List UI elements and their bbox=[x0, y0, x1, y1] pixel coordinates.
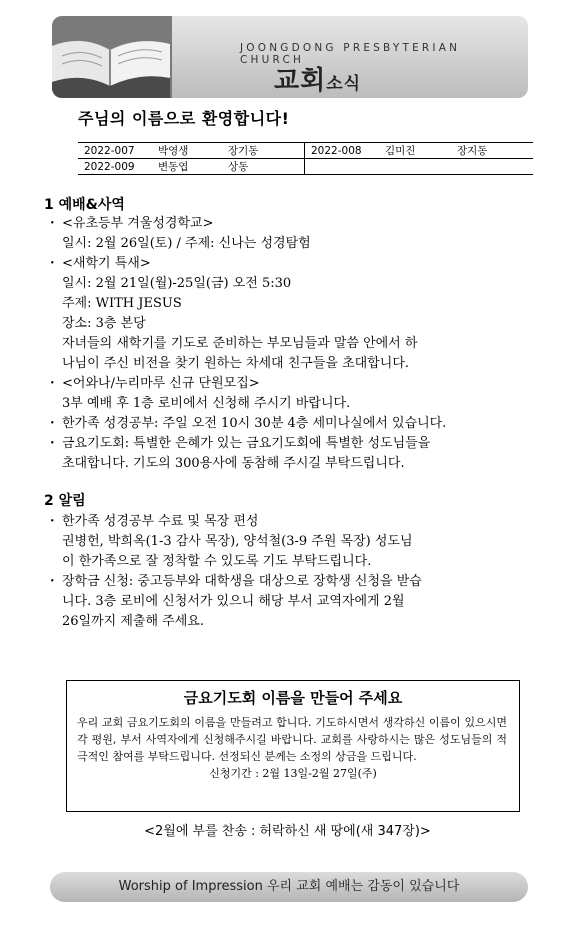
visitor-table bbox=[78, 142, 533, 175]
item-line: 일시: 2월 21일(월)-25일(금) 오전 5:30 bbox=[62, 276, 292, 291]
list-item bbox=[48, 434, 518, 474]
item-line: 권병헌, 박희옥(1-3 감사 목장), 양석철(3-9 주원 목장) 성도님 bbox=[62, 534, 413, 549]
list-item bbox=[48, 512, 518, 572]
visitor-cell: 상동 bbox=[222, 159, 305, 175]
table-row bbox=[78, 143, 533, 159]
visitor-cell bbox=[379, 159, 451, 175]
item-line: 한가족 성경공부: 주일 오전 10시 30분 4층 세미나실에서 있습니다. bbox=[62, 416, 447, 431]
notice-body: 우리 교회 금요기도회의 이름을 만들려고 합니다. 기도하시면서 생각하신 이름이 있으시면 각 평원, 부서 사역자에게 신청해주시길 바랍니다. 교회를 사랑하시는 많은 성도님들의 적극적인 참여를 부탁드립니다. 선정되신 분께는 소정의 상금을 드립니다. bbox=[77, 716, 507, 763]
list-item bbox=[48, 414, 518, 434]
item-line: 나님이 주신 비전을 찾기 원하는 차세대 친구들을 초대합니다. bbox=[62, 356, 410, 371]
visitor-cell: 장지동 bbox=[451, 143, 533, 159]
item-line: 자녀들의 새학기를 기도로 준비하는 부모님들과 말씀 안에서 하 bbox=[62, 336, 418, 351]
bullet: · bbox=[50, 436, 55, 451]
table-row bbox=[78, 159, 533, 175]
church-name: JOONGDONG PRESBYTERIAN CHURCH bbox=[240, 42, 461, 66]
section-title-notices: 2 알림 bbox=[44, 493, 86, 509]
item-line: 장소: 3층 본당 bbox=[62, 316, 146, 331]
notice-title: 금요기도회 이름을 만들어 주세요 bbox=[183, 689, 403, 707]
item-line: 초대합니다. 기도의 300용사에 동참해 주시길 부탁드립니다. bbox=[62, 456, 405, 471]
section-notices-content bbox=[48, 512, 518, 632]
bullet: · bbox=[50, 376, 55, 391]
item-line: <어와나/누리마루 신규 단원모집> bbox=[62, 376, 260, 391]
section-title-worship: 1 예배&사역 bbox=[44, 197, 125, 213]
visitor-cell: 2022-007 bbox=[78, 143, 152, 159]
page-title bbox=[274, 60, 361, 97]
visitor-cell bbox=[451, 159, 533, 175]
visitor-cell: 변동엽 bbox=[152, 159, 222, 175]
visitor-cell bbox=[305, 159, 380, 175]
section-worship-content bbox=[48, 214, 518, 474]
footer-banner: Worship of Impression 우리 교회 예배는 감동이 있습니다 bbox=[50, 872, 528, 902]
bullet: · bbox=[50, 216, 55, 231]
welcome-heading: 주님의 이름으로 환영합니다! bbox=[78, 109, 290, 128]
bullet: · bbox=[50, 416, 55, 431]
naming-notice-box bbox=[66, 680, 520, 812]
item-line: 주제: WITH JESUS bbox=[62, 296, 182, 311]
list-item bbox=[48, 374, 518, 414]
visitor-cell: 장기동 bbox=[222, 143, 305, 159]
list-item bbox=[48, 214, 518, 254]
visitor-cell: 박영생 bbox=[152, 143, 222, 159]
item-line: 장학금 신청: 중고등부와 대학생을 대상으로 장학생 신청을 받습 bbox=[62, 574, 422, 589]
item-line: 한가족 성경공부 수료 및 목장 편성 bbox=[62, 514, 259, 529]
bullet: · bbox=[50, 256, 55, 271]
item-line: <새학기 특새> bbox=[62, 256, 151, 271]
notice-period: 신청기간 : 2월 13일-2월 27일(주) bbox=[209, 767, 377, 780]
visitor-cell: 2022-008 bbox=[305, 143, 380, 159]
title-sub: 소식 bbox=[326, 74, 362, 94]
item-line: 이 한가족으로 잘 정착할 수 있도록 기도 부탁드립니다. bbox=[62, 554, 372, 569]
header-banner bbox=[52, 16, 528, 98]
bullet: · bbox=[50, 514, 55, 529]
visitor-cell: 2022-009 bbox=[78, 159, 152, 175]
bullet: · bbox=[50, 574, 55, 589]
visitor-cell: 김미진 bbox=[379, 143, 451, 159]
item-line: 금요기도회: 특별한 은혜가 있는 금요기도회에 특별한 성도님들을 bbox=[62, 436, 431, 451]
monthly-hymn: <2월에 부를 찬송 : 허락하신 새 땅에(새 347장)> bbox=[144, 824, 431, 839]
item-line: 3부 예배 후 1층 로비에서 신청해 주시기 바랍니다. bbox=[62, 396, 351, 411]
item-line: <유초등부 겨울성경학교> bbox=[62, 216, 214, 231]
title-main: 교회 bbox=[274, 66, 327, 96]
list-item bbox=[48, 572, 518, 632]
item-line: 일시: 2월 26일(토) / 주제: 신나는 성경탐험 bbox=[62, 236, 311, 251]
item-line: 니다. 3층 로비에 신청서가 있으니 해당 부서 교역자에게 2월 bbox=[62, 594, 405, 609]
list-item bbox=[48, 254, 518, 374]
open-bible-icon bbox=[52, 16, 172, 98]
item-line: 26일까지 제출해 주세요. bbox=[62, 614, 204, 629]
